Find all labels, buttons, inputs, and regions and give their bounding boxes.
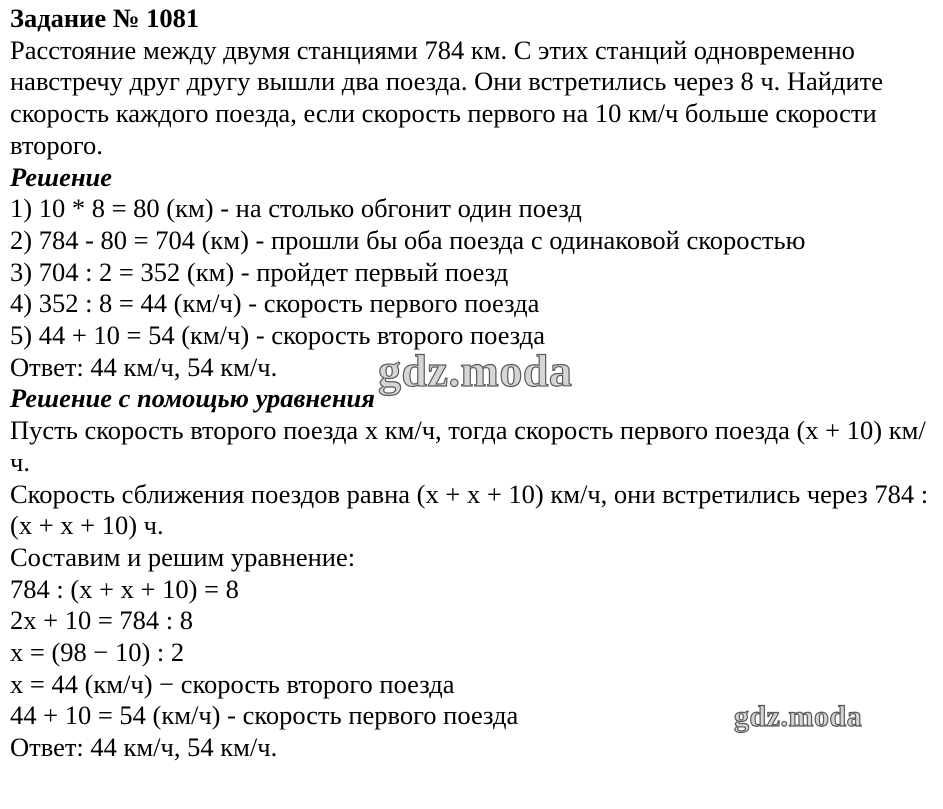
solution-step: 5) 44 + 10 = 54 (км/ч) - скорость второго поезда <box>10 320 546 351</box>
solution-heading: Решение <box>10 161 113 192</box>
equation-intro: Составим и решим уравнение: <box>10 541 356 572</box>
solution-step: 3) 704 : 2 = 352 (км) - пройдет первый поезд <box>10 256 509 287</box>
problem-text: Расстояние между двумя станциями 784 км. С этих станций одновременно навстречу друг другу вышли два поезда. Они встретились через 8 ч. Найдите скорость каждого поезда, если скорость первого на 10 км/ч больше скорости второго. <box>10 34 883 160</box>
equation-heading: Решение с помощью уравнения <box>10 383 375 414</box>
equation-line: 784 : (х + х + 10) = 8 <box>10 573 239 604</box>
equation-line: 2х + 10 = 784 : 8 <box>10 605 194 636</box>
solution-answer: Ответ: 44 км/ч, 54 км/ч. <box>10 351 278 382</box>
solution-step: 1) 10 * 8 = 80 (км) - на столько обгонит один поезд <box>10 193 582 224</box>
equation-intro: Пусть скорость второго поезда х км/ч, тогда скорость первого поезда (х + 10) км/ч. <box>10 415 926 477</box>
equation-line: х = 44 (км/ч) − скорость второго поезда <box>10 668 455 699</box>
watermark-small: gdz.moda <box>734 700 863 733</box>
equation-intro: Скорость сближения поездов равна (х + х + 10) км/ч, они встретились через 784 : (х + х + 10) ч. <box>10 478 929 541</box>
equation-answer: Ответ: 44 км/ч, 54 км/ч. <box>10 732 278 763</box>
watermark-large: gdz.moda <box>378 345 573 396</box>
task-title: Задание № 1081 <box>10 3 200 33</box>
solution-step: 4) 352 : 8 = 44 (км/ч) - скорость первого поезда <box>10 288 540 319</box>
equation-line: х = (98 − 10) : 2 <box>10 637 185 668</box>
equation-line: 44 + 10 = 54 (км/ч) - скорость первого поезда <box>10 700 519 731</box>
solution-step: 2) 784 - 80 = 704 (км) - прошли бы оба поезда с одинаковой скоростью <box>10 224 806 255</box>
